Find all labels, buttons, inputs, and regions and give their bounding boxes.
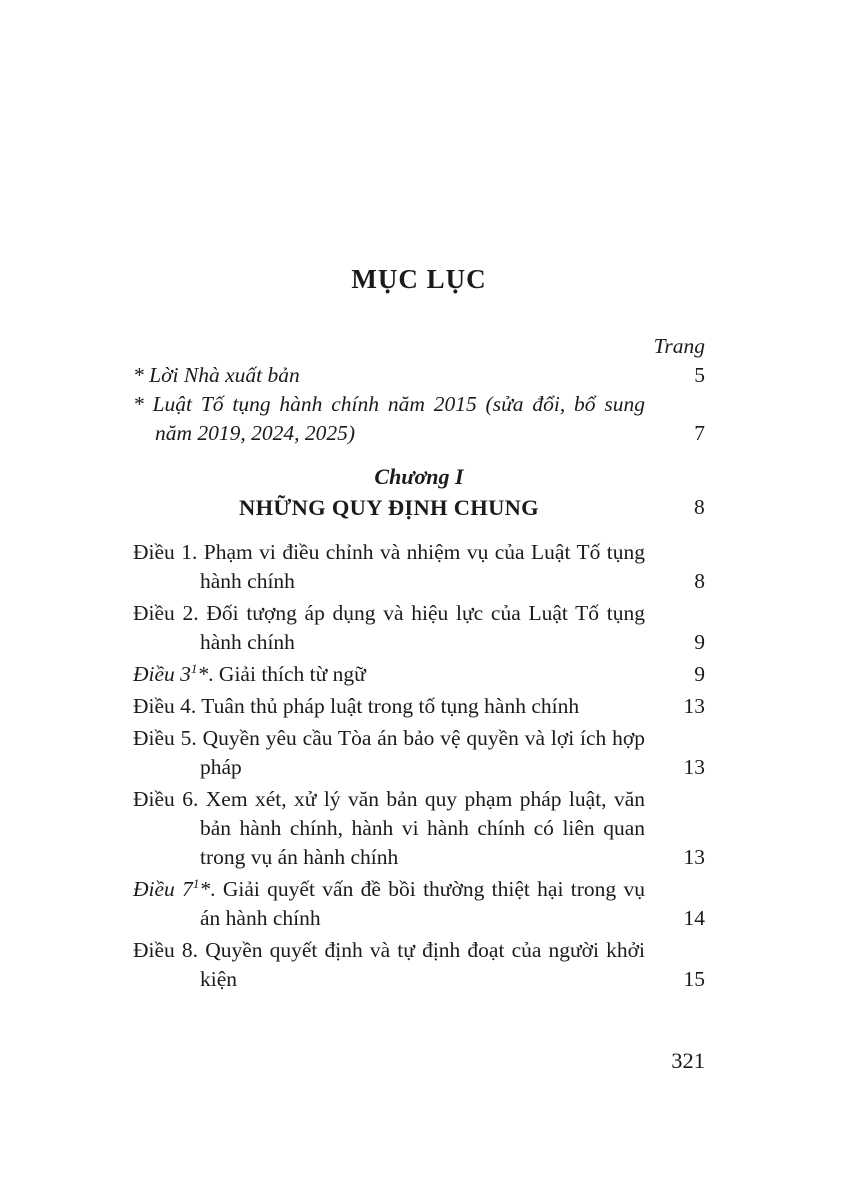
entry-page-number: 14: [683, 906, 705, 930]
entry-title: Tuân thủ pháp luật trong tố tụng hành chính: [196, 694, 580, 718]
entry-title: Phạm vi điều chỉnh và nhiệm vụ của Luật Tố tụng hành chính: [197, 540, 645, 593]
page-column-label: Trang: [653, 334, 705, 358]
entry-article-label: Điều 6.: [133, 787, 199, 811]
front-matter-entry: [133, 390, 705, 448]
chapter-heading: [133, 493, 705, 522]
entry-article-label: Điều 8.: [133, 938, 199, 962]
front-matter-label: * Lời Nhà xuất bản: [133, 363, 300, 387]
toc-entry: [133, 660, 705, 689]
page-title: MỤC LỤC: [351, 264, 487, 294]
entry-title: Quyền quyết định và tự định đoạt của người khởi kiện: [198, 938, 645, 991]
entry-page-number: 9: [694, 630, 705, 654]
entry-superscript: 1: [192, 875, 200, 891]
toc-entry: [133, 692, 705, 721]
entry-article-label: Điều 1.: [133, 540, 198, 564]
toc-entries: [133, 538, 705, 994]
entry-star: *: [197, 662, 209, 686]
front-matter-page-number: 5: [694, 363, 705, 387]
entry-title: Đối tượng áp dụng và hiệu lực của Luật Tố tụng hành chính: [198, 601, 646, 654]
entry-article-label: Điều 4.: [133, 694, 197, 718]
entry-article-label: Điều 5.: [133, 726, 197, 750]
entry-page-number: 9: [694, 662, 705, 686]
entry-title: Quyền yêu cầu Tòa án bảo vệ quyền và lợi ích hợp pháp: [196, 726, 645, 779]
toc-entry: [133, 875, 705, 933]
entry-page-number: 13: [683, 755, 705, 779]
folio-page-number: 321: [671, 1048, 705, 1073]
toc-entry: [133, 936, 705, 994]
entry-page-number: 13: [683, 845, 705, 869]
entry-page-number: 15: [683, 967, 705, 991]
entry-article-label: Điều 2.: [133, 601, 199, 625]
entry-title: . Giải quyết vấn đề bồi thường thiệt hại trong vụ án hành chính: [200, 877, 645, 930]
chapter-heading-label: NHỮNG QUY ĐỊNH CHUNG: [239, 495, 539, 520]
entry-page-number: 8: [694, 569, 705, 593]
front-matter-label: * Luật Tố tụng hành chính năm 2015 (sửa đổi, bổ sung năm 2019, 2024, 2025): [133, 392, 645, 445]
chapter-kicker: Chương I: [374, 464, 464, 489]
entry-title: . Giải thích từ ngữ: [208, 662, 366, 686]
front-matter-entry: [133, 361, 705, 390]
entry-title: Xem xét, xử lý văn bản quy phạm pháp luật, văn bản hành chính, hành vi hành chính có liên quan trong vụ án hành chính: [198, 787, 645, 869]
chapter-page-number: 8: [693, 495, 705, 519]
toc-entry: [133, 724, 705, 782]
entry-page-number: 13: [683, 694, 705, 718]
toc-entry: [133, 785, 705, 872]
entry-article-label: Điều 7: [133, 877, 193, 901]
entry-article-label: Điều 3: [133, 662, 191, 686]
toc-entry: [133, 538, 705, 596]
entry-star: *: [199, 877, 211, 901]
front-matter-page-number: 7: [694, 421, 705, 445]
toc-content: [133, 262, 705, 997]
toc-entry: [133, 599, 705, 657]
entry-superscript: 1: [190, 660, 198, 676]
